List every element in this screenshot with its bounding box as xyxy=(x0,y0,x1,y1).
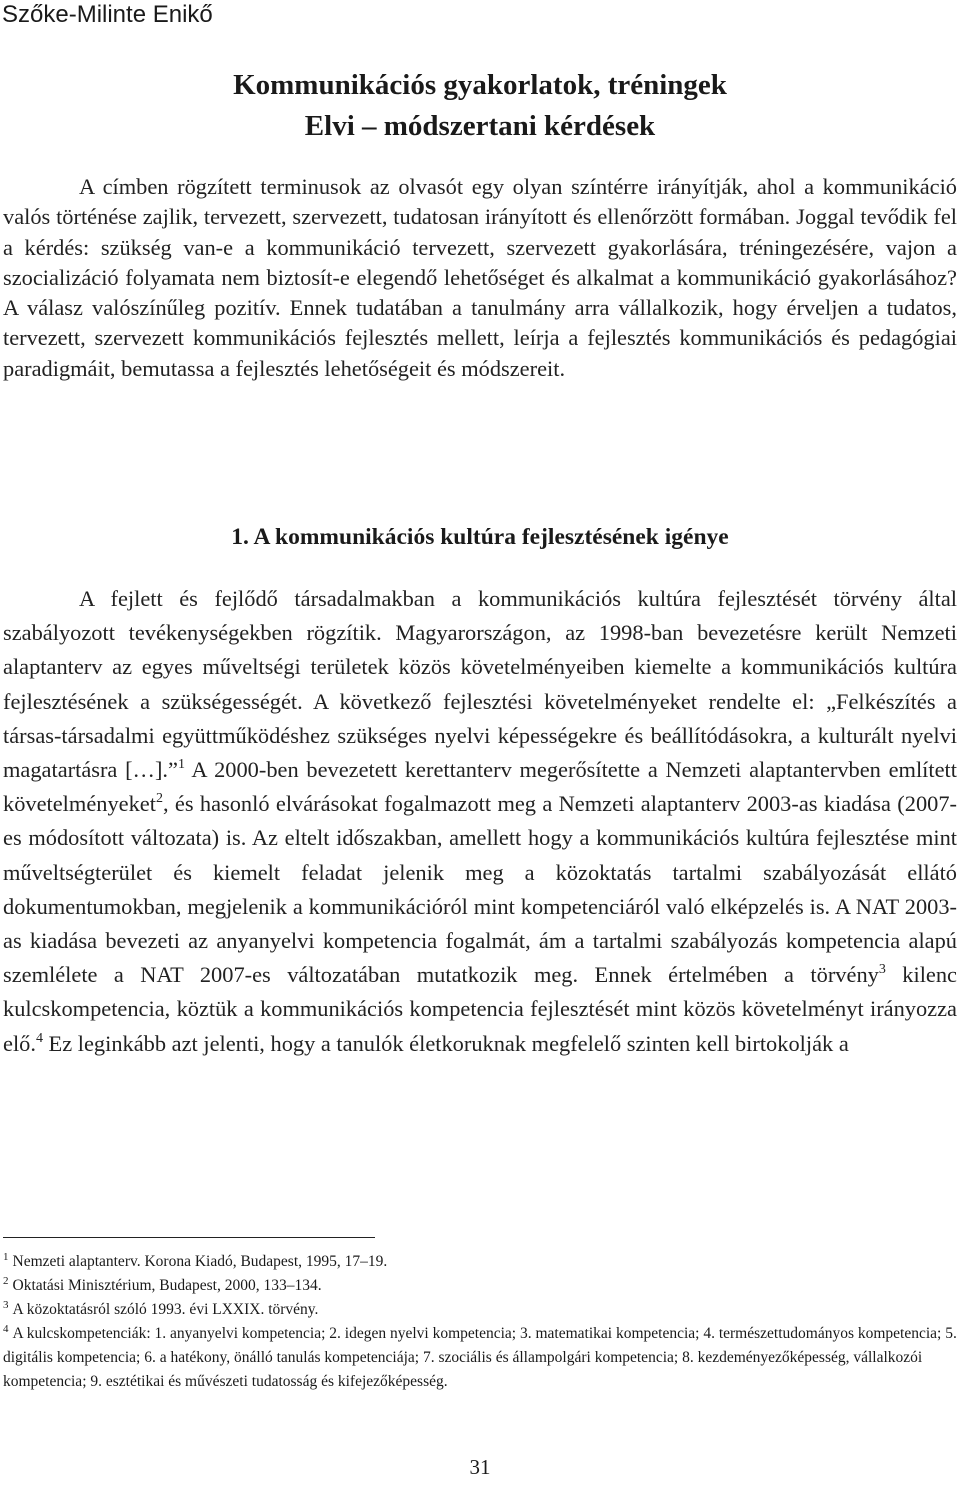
footnote-text: Nemzeti alaptanterv. Korona Kiadó, Budapest, 1995, 17–19. xyxy=(12,1253,388,1270)
article-title: Kommunikációs gyakorlatok, tréningek xyxy=(233,69,727,101)
section-paragraph xyxy=(3,582,957,1061)
footnotes xyxy=(3,1250,957,1394)
running-header-author: Szőke-Milinte Enikő xyxy=(2,1,213,28)
footnote-ref-3[interactable]: 3 xyxy=(878,962,886,978)
article-subtitle: Elvi – módszertani kérdések xyxy=(304,110,656,142)
footnote-number: 2 xyxy=(3,1275,9,1287)
footnote-number: 3 xyxy=(3,1299,9,1311)
footnote-ref-4[interactable]: 4 xyxy=(35,1030,43,1046)
paragraph-text: kilenc kulcskompetencia, köztük a kommunikációs kompetencia fejlesztését mint közös követelményt irányozza elő. xyxy=(3,962,957,1056)
footnote-text: A közoktatásról szóló 1993. évi LXXIX. törvény. xyxy=(12,1301,319,1318)
footnote-separator xyxy=(3,1237,375,1238)
footnote-ref-2[interactable]: 2 xyxy=(155,791,163,807)
paragraph-text: , és hasonló elvárásokat fogalmazott meg a Nemzeti alaptanterv 2003-as kiadása (2007-es módosított változata) is. Az eltelt időszakban, amellett hogy a kommunikációs kultúra fejlesztése mint műveltségterület és kiemelt feladat jelenik meg a közoktatás tartalmi szabályozását ellátó dokumentumokban, megjelenik a kommunikációról mint kompetenciáról való elképzelés is. A NAT 2003-as kiadása bevezeti az anyanyelvi kompetencia fogalmát, ám a tartalmi szabályozás kompetencia alapú szemlélete a NAT 2007-es változatában mutatkozik meg. Ennek értelmében a törvény xyxy=(3,791,957,988)
footnote xyxy=(3,1298,957,1322)
footnote-number: 4 xyxy=(3,1323,9,1335)
intro-paragraph: A címben rögzített terminusok az olvasót egy olyan színtérre irányítják, ahol a kommunikáció valós történése zajlik, tervezett, szervezett, tudatosan irányított és ellenőrzött formában. Joggal tevődik fel a kérdés: szükség van-e a kommunikáció tervezett, szervezett gyakorlására, tréningezésére, vajon a szocializáció folyamata nem biztosít-e elegendő lehetőséget és alkalmat a kommunikáció gyakorlásához? A válasz valószínűleg pozitív. Ennek tudatában a tanulmány arra vállalkozik, hogy érveljen a tudatos, tervezett, szervezett kommunikációs fejlesztés mellett, leírja a fejlesztés kommunikációs és pedagógiai paradigmáit, bemutassa a fejlesztés lehetőségeit és módszereit. xyxy=(3,174,957,381)
paragraph-text: Ez leginkább azt jelenti, hogy a tanulók életkoruknak megfelelő szinten kell birtokolják a xyxy=(42,1030,849,1056)
footnote xyxy=(3,1322,957,1394)
section-heading: 1. A kommunikációs kultúra fejlesztésének igénye xyxy=(231,524,729,550)
paragraph-text: A 2000-ben bevezetett kerettanterv megerősítette a Nemzeti alaptantervben említett követelményeket xyxy=(3,757,957,817)
footnote-text: Oktatási Minisztérium, Budapest, 2000, 133–134. xyxy=(12,1277,322,1294)
paragraph-text: A fejlett és fejlődő társadalmakban a kommunikációs kultúra fejlesztését törvény által szabályozott tevékenységekben rögzítik. Magyarországon, az 1998-ban bevezetésre került Nemzeti alaptanterv az egyes műveltségi területek közös követelményeiben kiemelte a kommunikációs kultúra fejlesztésének a szükségességét. A következő fejlesztési követelményeket rendelte el: „Felkészítés a társas-társadalmi együttműködéshez szükséges nyelvi képességekre és beállítódásokra, a kulturált nyelvi magatartásra […].” xyxy=(3,586,957,783)
footnote-text: A kulcskompetenciák: 1. anyanyelvi kompetencia; 2. idegen nyelvi kompetencia; 3. matematikai kompetencia; 4. természettudományos kompetencia; 5. digitális kompetencia; 6. a hatékony, önálló tanulás kompetenciája; 7. szociális és állampolgári kompetencia; 8. kezdeményezőképesség, vállalkozói kompetencia; 9. esztétikai és művészeti tudatosság és kifejezőképesség. xyxy=(3,1325,957,1390)
footnote xyxy=(3,1250,957,1274)
footnote-ref-1[interactable]: 1 xyxy=(177,757,185,773)
page-number: 31 xyxy=(469,1455,491,1479)
footnote xyxy=(3,1274,957,1298)
footnote-number: 1 xyxy=(3,1251,9,1263)
